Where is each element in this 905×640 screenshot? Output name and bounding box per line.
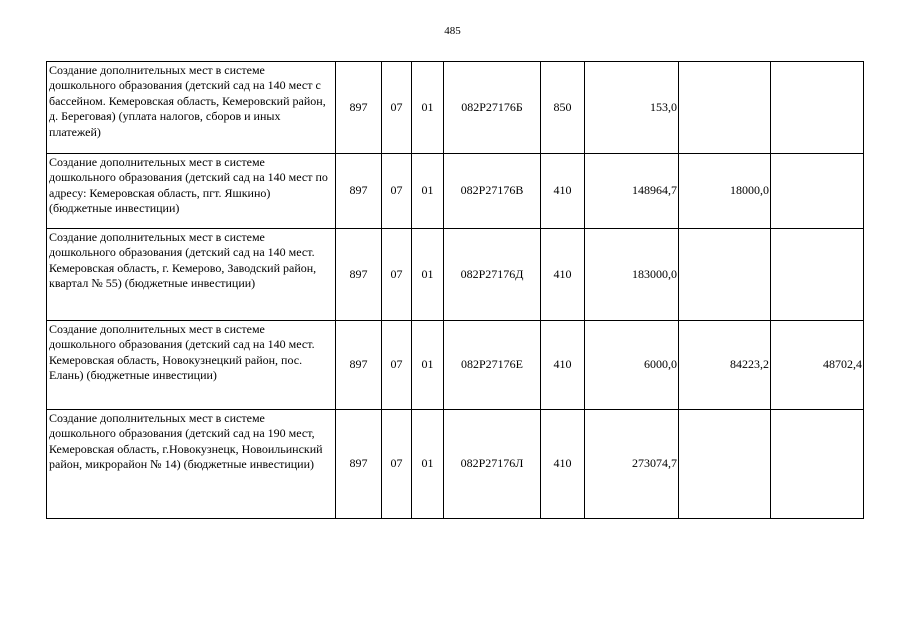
section-code: 07 [382, 154, 412, 229]
budget-table [46, 61, 864, 519]
row-name: Создание дополнительных мест в системе дошкольного образования (детский сад на 140 мест. Кемеровская область, г. Кемерово, Заводский район, квартал № 55) (бюджетные инвестиции) [47, 229, 336, 321]
amount-3 [771, 62, 864, 154]
target-article-code: 082Р27176Д [444, 229, 541, 321]
amount-1: 6000,0 [585, 321, 679, 410]
expense-type-code: 410 [541, 321, 585, 410]
subsection-code: 01 [412, 229, 444, 321]
ministry-code: 897 [336, 321, 382, 410]
subsection-code: 01 [412, 410, 444, 519]
target-article-code: 082Р27176В [444, 154, 541, 229]
row-name: Создание дополнительных мест в системе дошкольного образования (детский сад на 140 мест. Кемеровская область, Новокузнецкий район, пос. Елань) (бюджетные инвестиции) [47, 321, 336, 410]
target-article-code: 082Р27176Е [444, 321, 541, 410]
row-name: Создание дополнительных мест в системе дошкольного образования (детский сад на 140 мест с бассейном. Кемеровская область, Кемеровский район, д. Береговая) (уплата налогов, сборов и иных платежей) [47, 62, 336, 154]
ministry-code: 897 [336, 410, 382, 519]
amount-3 [771, 154, 864, 229]
expense-type-code: 410 [541, 410, 585, 519]
row-name: Создание дополнительных мест в системе дошкольного образования (детский сад на 190 мест, Кемеровская область, г.Новокузнецк, Новоильинский район, микрорайон № 14) (бюджетные инвестиции) [47, 410, 336, 519]
amount-1: 153,0 [585, 62, 679, 154]
subsection-code: 01 [412, 62, 444, 154]
amount-2 [679, 62, 771, 154]
table-row [47, 62, 864, 154]
table-row [47, 154, 864, 229]
amount-1: 273074,7 [585, 410, 679, 519]
ministry-code: 897 [336, 62, 382, 154]
ministry-code: 897 [336, 229, 382, 321]
subsection-code: 01 [412, 154, 444, 229]
target-article-code: 082Р27176Л [444, 410, 541, 519]
table-row [47, 321, 864, 410]
section-code: 07 [382, 321, 412, 410]
section-code: 07 [382, 229, 412, 321]
expense-type-code: 410 [541, 154, 585, 229]
expense-type-code: 410 [541, 229, 585, 321]
expense-type-code: 850 [541, 62, 585, 154]
table-row [47, 229, 864, 321]
table-row [47, 410, 864, 519]
amount-2 [679, 229, 771, 321]
amount-2 [679, 410, 771, 519]
page-number: 485 [444, 25, 461, 37]
amount-3: 48702,4 [771, 321, 864, 410]
amount-3 [771, 229, 864, 321]
amount-1: 183000,0 [585, 229, 679, 321]
target-article-code: 082Р27176Б [444, 62, 541, 154]
subsection-code: 01 [412, 321, 444, 410]
row-name: Создание дополнительных мест в системе дошкольного образования (детский сад на 140 мест по адресу: Кемеровская область, пгт. Яшкино) (бюджетные инвестиции) [47, 154, 336, 229]
section-code: 07 [382, 410, 412, 519]
amount-1: 148964,7 [585, 154, 679, 229]
amount-3 [771, 410, 864, 519]
amount-2: 18000,0 [679, 154, 771, 229]
section-code: 07 [382, 62, 412, 154]
amount-2: 84223,2 [679, 321, 771, 410]
ministry-code: 897 [336, 154, 382, 229]
